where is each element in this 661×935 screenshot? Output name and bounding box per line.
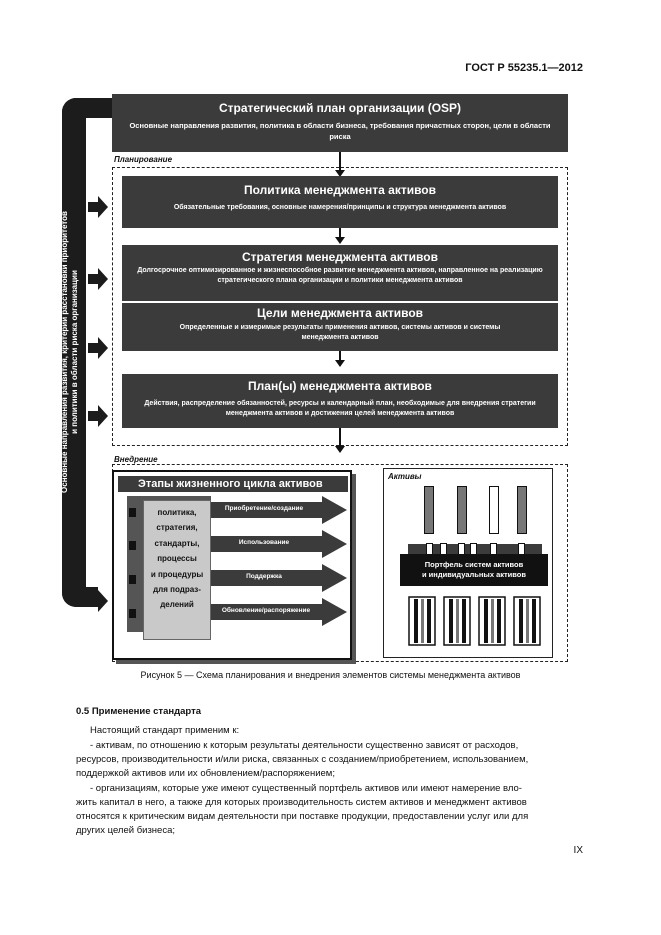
policy-box	[122, 176, 558, 228]
stage-support: Поддержка	[246, 573, 282, 580]
right-arrow-icon	[88, 337, 108, 359]
asset-bar-group	[479, 597, 505, 645]
connector-line	[339, 152, 341, 172]
strategy-title: Стратегия менеджмента активов	[242, 250, 438, 264]
down-arrow-icon	[335, 446, 345, 453]
policy-description: Обязательные требования, основные намерения/принципы и структура менеджмента активов	[173, 204, 507, 211]
page-number: IX	[573, 845, 583, 856]
feedback-loop-line-2: и политики в области риска организации	[70, 270, 79, 434]
plans-box	[122, 374, 558, 428]
assets-label: Активы	[388, 472, 422, 481]
feedback-loop-text	[60, 166, 82, 538]
paragraph-line: - активам, по отношению к которым результаты деятельности существенно зависят от расходов,	[90, 740, 519, 751]
left-box-line: стратегия,	[156, 523, 198, 533]
right-arrow-icon	[88, 590, 108, 612]
paragraph-intro: Настоящий стандарт применим к:	[90, 725, 240, 736]
lifecycle-title: Этапы жизненного цикла активов	[118, 476, 348, 492]
left-box-line: политика,	[157, 508, 197, 517]
asset-column	[424, 486, 434, 534]
figure-caption: Рисунок 5 — Схема планирования и внедрения элементов системы менеджмента активов	[140, 670, 521, 680]
down-arrow-icon	[335, 237, 345, 244]
stage-use: Использование	[238, 539, 290, 546]
standard-header: ГОСТ Р 55235.1—2012	[465, 62, 583, 74]
goals-title: Цели менеджмента активов	[256, 306, 424, 320]
implementation-label: Внедрение	[114, 455, 158, 464]
bullet-square-icon	[129, 541, 136, 550]
paragraph-line: относятся к критическим видам деятельности при поставке продукции, предоставлении услуг или для	[76, 811, 529, 822]
asset-bars	[408, 596, 548, 648]
asset-column	[457, 486, 467, 534]
right-arrow-icon	[88, 268, 108, 290]
paragraph-line: других целей бизнеса;	[76, 825, 176, 836]
bullet-square-icon	[129, 575, 136, 584]
left-box-line: для подраз-	[153, 585, 201, 595]
paragraph-line: жить капитал в него, а также для которых производительность систем активов и менеджмент активов	[76, 797, 527, 808]
goals-description: Определенные и измеримые результаты применения активов, системы активов и системы менеджмента активов	[179, 324, 501, 341]
paragraph-line: ресурсов, производительности и/или риска, связанных с созданием/приобретением, использованием,	[76, 754, 529, 765]
asset-bar-group	[444, 597, 470, 645]
paragraph-line: - организациям, которые уже имеют существенный портфель активов или имеют намерение вло-	[90, 783, 522, 794]
stage-renew: Обновление/распоряжение	[221, 607, 311, 614]
down-arrow-icon	[335, 360, 345, 367]
feedback-loop-top	[62, 98, 112, 118]
portfolio-box	[400, 554, 548, 586]
policy-title: Политика менеджмента активов	[243, 183, 437, 197]
osp-description: Основные направления развития, политика в области бизнеса, требования причастных сторон, цели в области риска	[129, 121, 551, 141]
feedback-loop-line-1: Основные направления развития, критерии расстановки приоритетов	[60, 211, 69, 493]
lifecycle-stage-arrows	[210, 496, 348, 636]
paragraph-line: поддержкой активов или их обновлением/распоряжением;	[76, 768, 335, 779]
plans-description: Действия, распределение обязанностей, ресурсы и календарный план, необходимые для внедрения стратегии менеджмента активов и достижения целей менеджмента активов	[144, 400, 536, 417]
goals-box	[122, 303, 558, 351]
portfolio-line-1: Портфель систем активов	[424, 560, 524, 569]
section-heading: 0.5 Применение стандарта	[76, 706, 202, 717]
asset-bar-group	[514, 597, 540, 645]
left-box-line: стандарты,	[154, 538, 200, 548]
portfolio-line-2: и индивидуальных активов	[421, 570, 526, 579]
osp-box	[112, 94, 568, 152]
connector-line	[339, 428, 341, 448]
asset-column	[489, 486, 499, 534]
strategy-description: Долгосрочное оптимизированное и жизнеспособное развитие менеджмента активов, направленное на реализацию стратегического плана организации и политики менеджмента активов	[137, 267, 543, 284]
stage-acquire: Приобретение/создание	[224, 505, 304, 512]
plans-title: План(ы) менеджмента активов	[248, 379, 432, 393]
left-box-line: делений	[160, 600, 194, 610]
right-arrow-icon	[88, 405, 108, 427]
strategy-box	[122, 245, 558, 301]
planning-label: Планирование	[114, 155, 173, 164]
asset-column	[517, 486, 527, 534]
osp-title: Стратегический план организации (OSP)	[218, 101, 462, 115]
lifecycle-left-box	[143, 500, 211, 640]
bullet-square-icon	[129, 609, 136, 618]
bullet-square-icon	[129, 508, 136, 517]
asset-bar-group	[409, 597, 435, 645]
left-box-line: и процедуры	[150, 569, 204, 579]
left-box-line: процессы	[157, 554, 197, 564]
right-arrow-icon	[88, 196, 108, 218]
